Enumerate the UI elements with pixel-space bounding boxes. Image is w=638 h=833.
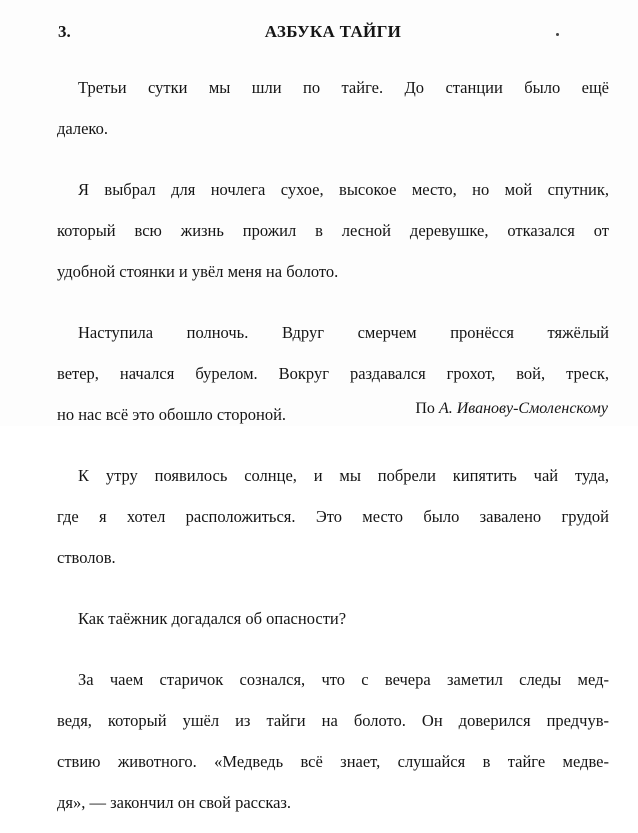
text-line: ведя, который ушёл из тайги на болото. Он доверился предчув- [57, 711, 609, 730]
text-line: но нас всё это обошло стороной. [57, 404, 287, 424]
text-line: За чаем старичок сознался, что с вечера заметил следы мед- [78, 670, 609, 690]
paragraph-4 [36, 446, 609, 589]
text-line: дя», — закончил он свой рассказ. [57, 792, 292, 812]
text-line: удобной стоянки и увёл меня на болото. [57, 262, 339, 282]
attribution-author: А. Иванову-Смоленскому [438, 400, 608, 417]
text-title: АЗБУКА ТАЙГИ [264, 22, 402, 41]
attribution-prefix: По [415, 400, 435, 417]
paragraph-2 [36, 160, 609, 303]
text-line: Я выбрал для ночлега сухое, высокое место, но мой спутник, [78, 180, 609, 200]
text-line: К утру появилось солнце, и мы побрели кипятить чай туда, [78, 466, 609, 486]
paragraph-1 [36, 58, 609, 160]
paragraph-5 [36, 589, 609, 650]
header [58, 22, 608, 46]
text-line: далеко. [57, 119, 108, 139]
text-line: Наступила полночь. Вдруг смерчем пронёсся тяжёлый [78, 323, 609, 343]
text-line: ствию животного. «Медведь всё знает, слушайся в тайге медве- [57, 751, 609, 771]
text-line: Третьи сутки мы шли по тайге. До станции было ещё [78, 78, 609, 98]
attribution [415, 400, 608, 418]
paragraph-6 [36, 650, 609, 833]
text-line: который всю жизнь прожил в лесной деревушке, отказался от [57, 221, 609, 241]
task-number: 3. [58, 22, 71, 41]
text-line: ветер, начался бурелом. Вокруг раздавался грохот, вой, треск, [57, 364, 609, 384]
text-line: стволов. [57, 547, 116, 567]
text-line: где я хотел расположиться. Это место было завалено грудой [57, 506, 609, 526]
text-line: Как таёжник догадался об опасности? [78, 608, 347, 628]
dot-mark [556, 33, 559, 36]
text-body [36, 58, 609, 833]
paragraph-3 [36, 303, 609, 446]
